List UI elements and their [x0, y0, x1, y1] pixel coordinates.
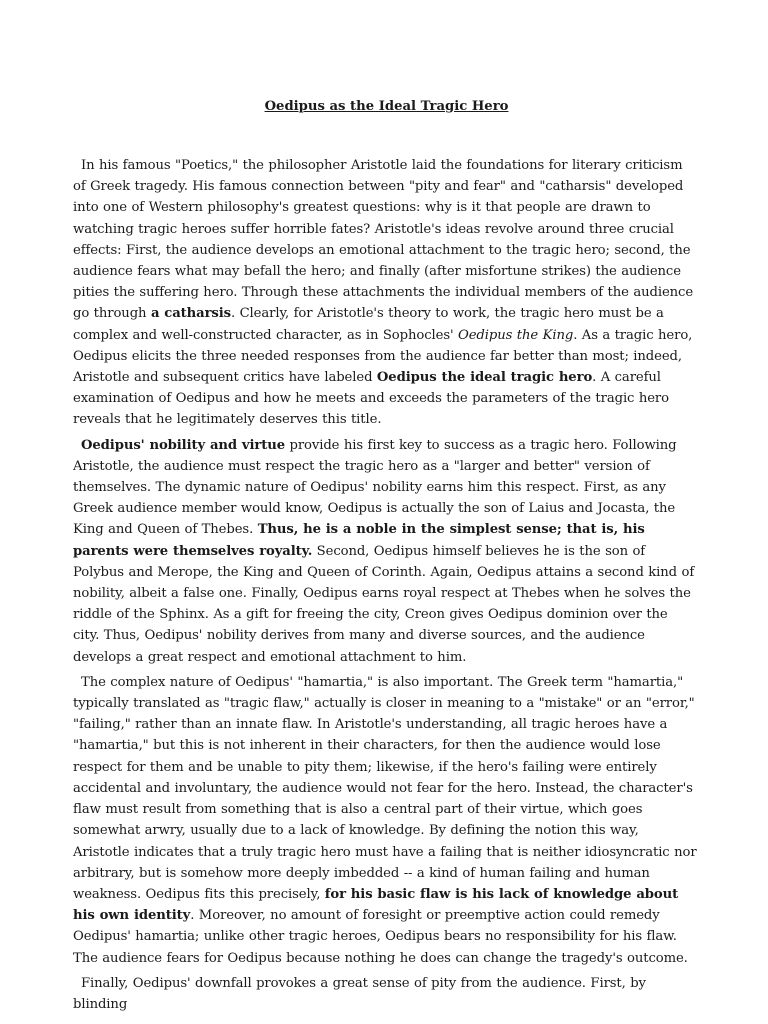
text-run: In his famous "Poetics," the philosopher Aristotle laid the foundations for literary criticism of Greek tragedy. His famous connection between "pity and fear" and "catharsis" developed into one of Western philosophy's greatest questions: why is it that people are drawn to watching tragic heroes suffer horrible fates? Aristotle's ideas revolve around three crucial effects: First, the audience develops an emotional attachment to the tragic hero; second, the audience fears what may befall the hero; and finally (after misfortune strikes) the audience pities the suffering hero. Through these attachments the individual members of the audience go through [73, 158, 694, 322]
bold-text-run: a catharsis [150, 306, 231, 322]
text-run: . Moreover, no amount of foresight or preemptive action could remedy Oedipus' hamartia; unlike other tragic heroes, Oedipus bears no responsibility for his flaw. The audience fears for Oedipus because nothing he does can change the tragedy's outcome. [73, 908, 688, 966]
document-title: Oedipus as the Ideal Tragic Hero [264, 99, 509, 114]
bold-text-run: Oedipus' nobility and virtue [81, 437, 285, 453]
text-run: Finally, Oedipus' downfall provokes a great sense of pity from the audience. First, by blinding [73, 975, 646, 1012]
paragraph-intro [73, 155, 698, 431]
italic-text-run: Oedipus the King [458, 327, 574, 343]
document-page [73, 96, 698, 1019]
bold-text-run: Thus, he is a noble in the simplest sense; that is, his parents were themselves royalty. [73, 522, 645, 559]
text-run: . Clearly, for Aristotle's theory to work, the tragic hero must be a complex and well-constructed character, as in Sophocles' [73, 306, 664, 343]
text-run: provide his first key to success as a tragic hero. Following Aristotle, the audience must respect the tragic hero as a "larger and better" version of themselves. The dynamic nature of Oedipus' nobility earns him this respect. First, as any Greek audience member would know, Oedipus is actually the son of Laius and Jocasta, the King and Queen of Thebes. [73, 437, 677, 538]
text-run: The complex nature of Oedipus' "hamartia," is also important. The Greek term "hamartia," typically translated as "tragic flaw," actually is closer in meaning to a "mistake" or an "error," "failing," rather than an innate flaw. In Aristotle's understanding, all tragic heroes have a "hamartia," but this is not inherent in their characters, for then the audience would lose respect for them and be unable to pity them; likewise, if the hero's failing were entirely accidental and involuntary, the audience would not fear for the hero. Instead, the character's flaw must result from something that is also a central part of their virtue, which goes somewhat arwry, usually due to a lack of knowledge. By defining the notion this way, Aristotle indicates that a truly tragic hero must have a failing that is neither idiosyncratic nor arbitrary, but is somehow more deeply imbedded -- a kind of human failing and human weakness. Oedipus fits this precisely, [73, 674, 697, 902]
paragraph-nobility [73, 435, 698, 668]
bold-text-run: for his basic flaw is his lack of knowledge about his own identity [73, 886, 679, 924]
text-run: . As a tragic hero, Oedipus elicits the three needed responses from the audience far better than most; indeed, Aristotle and subsequent critics have labeled [73, 327, 693, 386]
text-run: . A careful examination of Oedipus and how he meets and exceeds the parameters of the tragic hero reveals that he legitimately deserves this title. [73, 370, 669, 428]
paragraph-pity [73, 973, 698, 1015]
bold-text-run: Oedipus the ideal tragic hero [376, 370, 593, 386]
text-run: Second, Oedipus himself believes he is the son of Polybus and Merope, the King and Queen of Corinth. Again, Oedipus attains a second kind of nobility, albeit a false one. Finally, Oedipus earns royal respect at Thebes when he solves the riddle of the Sphinx. As a gift for freeing the city, Creon gives Oedipus dominion over the city. Thus, Oedipus' nobility derives from many and diverse sources, and the audience develops a great respect and emotional attachment to him. [73, 543, 695, 665]
paragraph-hamartia [73, 672, 698, 969]
